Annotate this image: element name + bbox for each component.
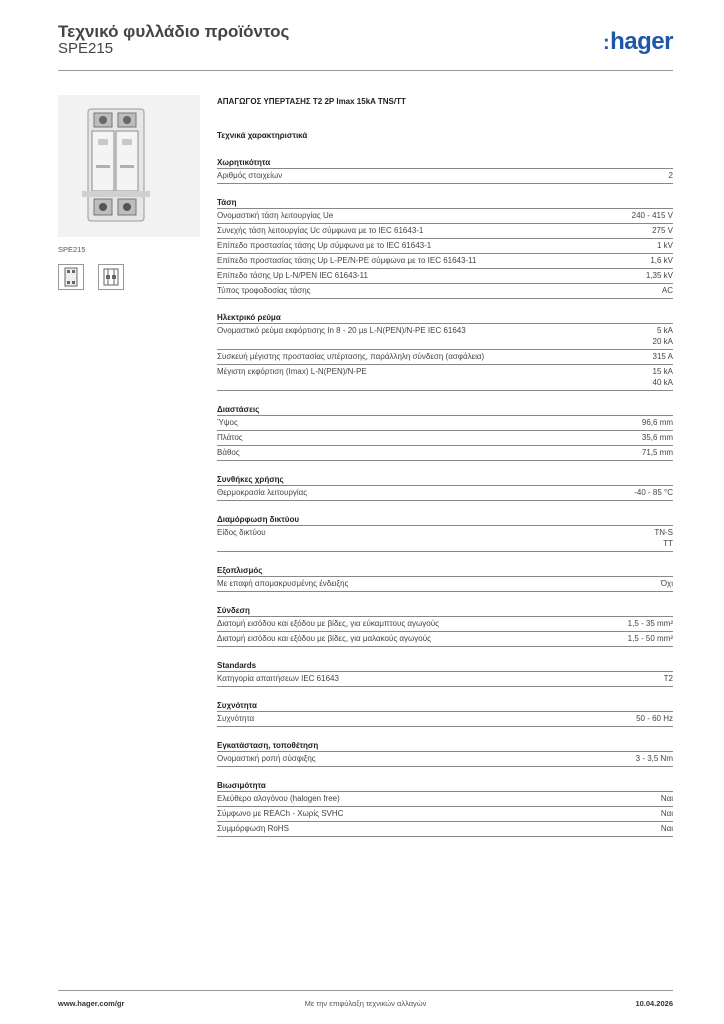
spec-label: Πλάτος: [217, 433, 243, 442]
specs-sections: [217, 157, 673, 837]
spec-label: Διατομή εισόδου και εξόδου με βίδες, για μαλακούς αγωγούς: [217, 634, 431, 643]
spec-value: [661, 823, 673, 834]
spec-label: Ελεύθερο αλογόνου (halogen free): [217, 794, 340, 803]
spec-section-title: Standards: [217, 660, 673, 672]
product-code: SPE215: [58, 40, 114, 57]
hager-logo: :hager: [602, 28, 673, 55]
spec-row: [217, 239, 673, 254]
spec-row: [217, 712, 673, 727]
spec-row: [217, 822, 673, 837]
spec-value-line: 35,6 mm: [641, 433, 673, 442]
spec-row: [217, 350, 673, 365]
spec-value: [669, 170, 673, 181]
spec-section-title: Τάση: [217, 197, 673, 209]
spec-value: [642, 432, 673, 443]
spec-row: [217, 209, 673, 224]
spec-row: [217, 284, 673, 299]
spec-value-line: 96,6 mm: [641, 418, 673, 427]
spec-row: [217, 792, 673, 807]
spec-label: Τύπος τροφοδοσίας τάσης: [217, 286, 311, 295]
header-divider: [58, 70, 673, 71]
spec-label: Θερμοκρασία λειτουργίας: [217, 488, 308, 497]
spec-section: [217, 157, 673, 184]
device-front-icon: [62, 267, 80, 287]
spec-row: [217, 431, 673, 446]
logo-text: hager: [610, 28, 673, 55]
footer-website[interactable]: www.hager.com/gr: [58, 999, 125, 1008]
spec-label: Με επαφή απομακρυσμένης ένδειξης: [217, 579, 349, 588]
spec-section-title: Σύνδεση: [217, 605, 673, 617]
spec-label: Συσκευή μέγιστης προστασίας υπέρτασης, παράλληλη σύνδεση (ασφάλεια): [217, 352, 485, 361]
spec-value-line: 40 kA: [652, 378, 673, 387]
spec-section: [217, 514, 673, 552]
spec-section: [217, 700, 673, 727]
spec-label: Ονομαστική τάση λειτουργίας Ue: [217, 211, 334, 220]
product-image-panel: [58, 95, 200, 290]
product-description: ΑΠΑΓΩΓΟΣ ΥΠΕΡΤΑΣΗΣ Τ2 2P Imax 15kA TNS/TT: [217, 97, 406, 106]
spec-value-line: 20 kA: [652, 337, 673, 346]
spec-row: [217, 446, 673, 461]
spec-row: [217, 752, 673, 767]
spec-value: [636, 713, 673, 724]
spec-section: [217, 474, 673, 501]
spec-section-title: Χωρητικότητα: [217, 157, 673, 169]
spec-value: [664, 673, 673, 684]
spec-section: [217, 660, 673, 687]
spec-label: Ονομαστική ροπή σύσφιξης: [217, 754, 316, 763]
footer-date: 10.04.2026: [635, 999, 673, 1008]
spec-value-line: 3 - 3,5 Nm: [635, 754, 673, 763]
spec-row: [217, 486, 673, 501]
spec-value: [661, 808, 673, 819]
surge-protector-illustration: [58, 95, 200, 237]
spec-value-line: 50 - 60 Hz: [636, 714, 673, 723]
footer-notice: Με την επιφύλαξη τεχνικών αλλαγών: [304, 999, 427, 1008]
spec-section: [217, 312, 673, 391]
spec-row: [217, 254, 673, 269]
spec-value-line: AC: [661, 286, 673, 295]
spec-value: [653, 366, 673, 388]
thumbnail-front-view[interactable]: [58, 264, 84, 290]
spec-value: [653, 325, 673, 347]
spec-section: [217, 780, 673, 837]
spec-value-line: 71,5 mm: [641, 448, 673, 457]
spec-label: Επίπεδο προστασίας τάσης Up L-PE/N-PE σύμφωνα με το IEC 61643-11: [217, 256, 477, 265]
spec-value: [661, 793, 673, 804]
spec-label: Ονομαστικό ρεύμα εκφόρτισης In 8 - 20 µs L-N(PEN)/N-PE IEC 61643: [217, 326, 466, 335]
spec-section: [217, 404, 673, 461]
spec-label: Αριθμός στοιχείων: [217, 171, 283, 180]
spec-row: [217, 224, 673, 239]
spec-value-line: 275 V: [652, 226, 673, 235]
spec-value-line: TN-S: [654, 528, 673, 537]
spec-section-title: Διαστάσεις: [217, 404, 673, 416]
spec-label: Διατομή εισόδου και εξόδου με βίδες, για εύκαμπτους αγωγούς: [217, 619, 439, 628]
technical-characteristics-heading: Τεχνικά χαρακτηριστικά: [217, 131, 308, 140]
spec-label: Μέγιστη εκφόρτιση (Imax) L-N(PEN)/N-PE: [217, 367, 367, 376]
spec-section-title: Εξοπλισμός: [217, 565, 673, 577]
spec-value: [652, 225, 673, 236]
spec-label: Επίπεδο προστασίας τάσης Up σύμφωνα με το IEC 61643-1: [217, 241, 432, 250]
spec-label: Κατηγορία απαιτήσεων IEC 61643: [217, 674, 339, 683]
spec-label: Ύψος: [217, 418, 238, 427]
spec-row: [217, 807, 673, 822]
spec-value: [653, 351, 673, 362]
device-wiring-icon: [102, 267, 120, 287]
spec-value: [662, 285, 673, 296]
spec-value-line: -40 - 85 °C: [634, 488, 673, 497]
spec-value-line: 315 A: [652, 352, 673, 361]
spec-value-line: 1,5 - 50 mm²: [627, 634, 673, 643]
spec-value: [634, 487, 673, 498]
thumbnail-strip: [58, 264, 200, 290]
page-header: [58, 22, 673, 70]
spec-label: Είδος δικτύου: [217, 528, 266, 537]
spec-value: [657, 240, 673, 251]
spec-value: [632, 210, 673, 221]
spec-row: [217, 324, 673, 350]
spec-label: Συνεχής τάση λειτουργίας Uc σύμφωνα με το IEC 61643-1: [217, 226, 424, 235]
photo-caption: SPE215: [58, 245, 86, 254]
spec-value-line: Ναι: [660, 809, 673, 818]
spec-value: [654, 527, 673, 549]
spec-value-line: 15 kA: [652, 367, 673, 376]
spec-value: [636, 753, 673, 764]
spec-value-line: 1,35 kV: [645, 271, 673, 280]
thumbnail-wiring-view[interactable]: [98, 264, 124, 290]
product-photo: [58, 95, 200, 237]
spec-row: [217, 632, 673, 647]
spec-row: [217, 617, 673, 632]
spec-row: [217, 672, 673, 687]
spec-section-title: Εγκατάσταση, τοποθέτηση: [217, 740, 673, 752]
spec-row: [217, 526, 673, 552]
spec-value-line: TT: [663, 539, 673, 548]
spec-row: [217, 269, 673, 284]
spec-section: [217, 197, 673, 299]
spec-row: [217, 577, 673, 592]
spec-row: [217, 169, 673, 184]
spec-value-line: 240 - 415 V: [631, 211, 673, 220]
spec-value: [628, 633, 673, 644]
spec-value-line: Ναι: [660, 794, 673, 803]
spec-section: [217, 605, 673, 647]
spec-label: Επίπεδο τάσης Up L-N/PEN IEC 61643-11: [217, 271, 368, 280]
spec-value-line: 5 kA: [656, 326, 673, 335]
spec-value: [642, 447, 673, 458]
spec-label: Βάθος: [217, 448, 240, 457]
spec-value-line: Όχι: [660, 579, 673, 588]
spec-section-title: Διαμόρφωση δικτύου: [217, 514, 673, 526]
spec-row: [217, 365, 673, 391]
spec-section: [217, 740, 673, 767]
document-title: Τεχνικό φυλλάδιο προϊόντος: [58, 22, 290, 41]
spec-value-line: Ναι: [660, 824, 673, 833]
spec-value-line: 1,6 kV: [650, 256, 673, 265]
spec-value: [650, 255, 673, 266]
spec-value: [628, 618, 673, 629]
spec-label: Συμμόρφωση RoHS: [217, 824, 289, 833]
spec-row: [217, 416, 673, 431]
spec-section-title: Συνθήκες χρήσης: [217, 474, 673, 486]
spec-label: Συχνότητα: [217, 714, 255, 723]
spec-value: [642, 417, 673, 428]
spec-value-line: 1 kV: [656, 241, 673, 250]
spec-section-title: Συχνότητα: [217, 700, 673, 712]
spec-value-line: 2: [668, 171, 673, 180]
spec-value-line: 1,5 - 35 mm²: [627, 619, 673, 628]
spec-value: [646, 270, 673, 281]
spec-value-line: T2: [663, 674, 673, 683]
spec-section-title: Ηλεκτρικό ρεύμα: [217, 312, 673, 324]
spec-section-title: Βιωσιμότητα: [217, 780, 673, 792]
spec-section: [217, 565, 673, 592]
spec-label: Σύμφωνο με REACh - Χωρίς SVHC: [217, 809, 344, 818]
page-footer: [58, 990, 673, 1011]
spec-value: [661, 578, 673, 589]
specs-panel: [217, 97, 673, 837]
